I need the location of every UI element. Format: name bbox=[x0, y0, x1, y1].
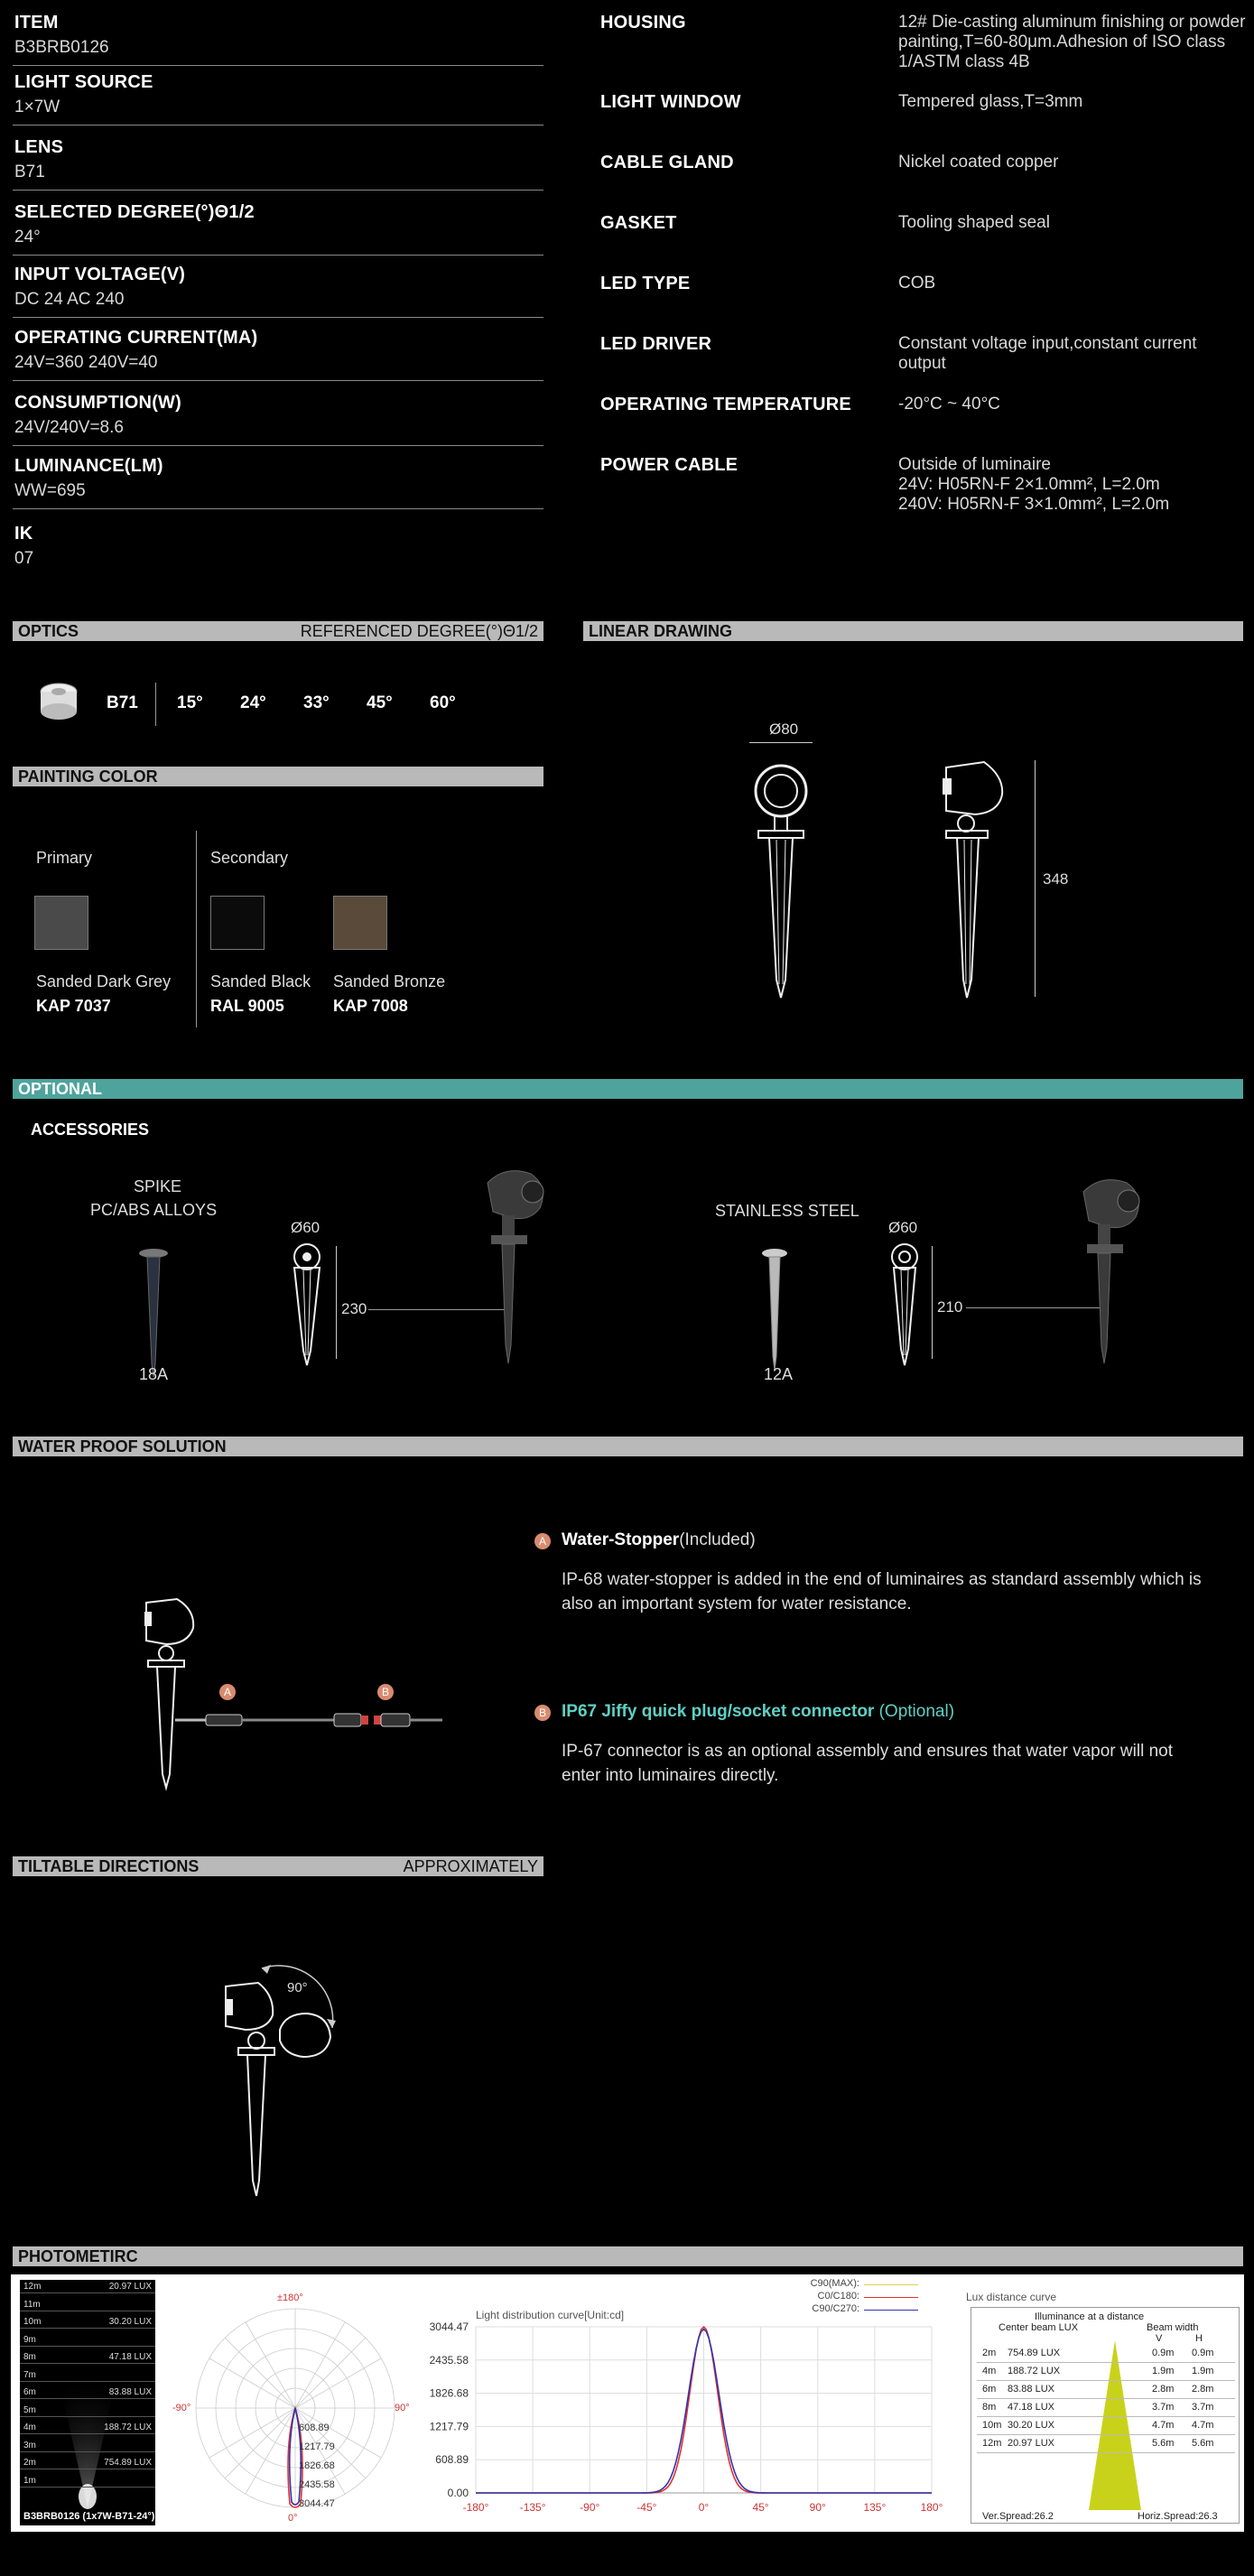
lens-thumbnail-icon bbox=[36, 679, 81, 724]
connector-suffix: (Optional) bbox=[874, 1702, 955, 1721]
spec-label: LENS bbox=[14, 137, 64, 157]
luminaire-side-drawing bbox=[939, 758, 1011, 1007]
beam-lux-label: 754.89 LUX bbox=[104, 2458, 152, 2468]
ldc-plot bbox=[422, 2274, 963, 2532]
spec-value: 07 bbox=[14, 549, 34, 568]
lux-value: 754.89 LUX bbox=[1008, 2348, 1061, 2358]
spec-divider bbox=[13, 445, 543, 446]
spec-value: Tooling shaped seal bbox=[898, 213, 1050, 232]
spec-label: GASKET bbox=[600, 213, 677, 233]
lux-beam-v: 3.7m bbox=[1152, 2402, 1175, 2413]
lux-title: Lux distance curve bbox=[966, 2291, 1057, 2303]
optional-header bbox=[13, 1079, 1243, 1099]
spec-value: 24V=360 240V=40 bbox=[14, 353, 158, 372]
lux-head3: Beam width bbox=[1147, 2322, 1199, 2333]
spec-value: WW=695 bbox=[14, 481, 86, 500]
optics-degree: 33° bbox=[303, 693, 330, 712]
spec-label: ITEM bbox=[14, 13, 59, 33]
beam-image bbox=[20, 2280, 155, 2525]
lux-value: 188.72 LUX bbox=[1008, 2366, 1061, 2376]
color-name-black: Sanded Black bbox=[210, 972, 311, 990]
beam-lux-label: 188.72 LUX bbox=[104, 2423, 152, 2432]
ldc-ytick: 3044.47 bbox=[429, 2320, 469, 2333]
painting-color-title: PAINTING COLOR bbox=[18, 767, 158, 786]
linear-drawing-header bbox=[583, 621, 1243, 641]
ver-spread: Ver.Spread:26.2 bbox=[982, 2511, 1054, 2522]
water-stopper-text: IP-68 water-stopper is added in the end of luminaires as standard assembly which is also an important system for water resistance. bbox=[562, 1570, 1202, 1613]
spike1-assembly-image bbox=[469, 1165, 551, 1372]
spec-value: -20°C ~ 40°C bbox=[898, 395, 1000, 414]
beam-gridline bbox=[20, 2328, 155, 2329]
lux-beam-h: 5.6m bbox=[1192, 2438, 1214, 2449]
optics-degree: 24° bbox=[240, 693, 266, 712]
ldc-ytick: 0.00 bbox=[447, 2487, 469, 2499]
spec-value: B3BRB0126 bbox=[14, 38, 109, 57]
beam-distance-label: 11m bbox=[23, 2299, 41, 2310]
color-code-bronze: KAP 7008 bbox=[333, 997, 408, 1015]
spike2-title: STAINLESS STEEL bbox=[715, 1202, 859, 1220]
polar-left-label: -90° bbox=[172, 2403, 191, 2413]
ldc-xtick: 90° bbox=[809, 2501, 826, 2514]
polar-bottom-label: 0° bbox=[288, 2513, 298, 2524]
spec-label: IK bbox=[14, 524, 33, 544]
ldc-ytick: 608.89 bbox=[435, 2453, 469, 2467]
optics-degree: 15° bbox=[177, 693, 203, 712]
linear-height-label: 348 bbox=[1043, 870, 1069, 888]
polar-value: 3044.47 bbox=[299, 2498, 335, 2509]
beam-distance-label: 4m bbox=[23, 2423, 36, 2432]
spike1-drawing bbox=[287, 1242, 327, 1373]
spec-divider bbox=[13, 317, 543, 318]
optics-divider bbox=[155, 683, 156, 726]
painting-color-header bbox=[13, 767, 543, 786]
ldc-title: Light distribution curve[Unit:cd] bbox=[476, 2309, 625, 2321]
lux-distance: 6m bbox=[982, 2384, 997, 2395]
lux-head-h: H bbox=[1195, 2333, 1203, 2344]
spike2-assembly-image bbox=[1065, 1174, 1147, 1372]
optics-degree: 60° bbox=[430, 693, 456, 712]
beam-distance-label: 1m bbox=[23, 2475, 36, 2486]
beam-distance-label: 2m bbox=[23, 2458, 36, 2468]
lux-beam-h: 1.9m bbox=[1192, 2366, 1214, 2376]
lux-distance: 2m bbox=[982, 2348, 997, 2358]
connector-heading bbox=[562, 1702, 954, 1722]
spec-label: LIGHT SOURCE bbox=[14, 72, 153, 92]
beam-distance-label: 8m bbox=[23, 2352, 36, 2362]
beam-gridline bbox=[20, 2451, 155, 2452]
spec-divider bbox=[13, 380, 543, 381]
beam-distance-label: 3m bbox=[23, 2440, 36, 2450]
lux-value: 47.18 LUX bbox=[1008, 2402, 1054, 2413]
lux-distance: 12m bbox=[982, 2438, 1002, 2449]
ldc-xtick: 45° bbox=[752, 2501, 769, 2514]
lux-row-divider bbox=[977, 2380, 1235, 2381]
badge-a: A bbox=[534, 1533, 551, 1549]
beam-distance-label: 7m bbox=[23, 2369, 36, 2380]
water-stopper-suffix: (Included) bbox=[679, 1530, 756, 1549]
lux-value: 20.97 LUX bbox=[1008, 2438, 1054, 2449]
spike2-length-line bbox=[932, 1246, 933, 1359]
lux-value: 30.20 LUX bbox=[1008, 2420, 1054, 2431]
color-name-bronze: Sanded Bronze bbox=[333, 972, 446, 990]
ldc-legend-label: C0/C180: bbox=[817, 2291, 859, 2302]
spec-value: 24V/240V=8.6 bbox=[14, 418, 124, 437]
polar-right-label: 90° bbox=[395, 2403, 410, 2413]
photometric-title: PHOTOMETIRC bbox=[18, 2247, 138, 2265]
beam-gridline bbox=[20, 2416, 155, 2417]
lux-beam-v: 1.9m bbox=[1152, 2366, 1175, 2376]
spec-label: INPUT VOLTAGE(V) bbox=[14, 265, 186, 284]
lux-beam-h: 2.8m bbox=[1192, 2384, 1214, 2395]
beam-gridline bbox=[20, 2381, 155, 2382]
ldc-ytick: 1217.79 bbox=[429, 2420, 469, 2433]
ldc-xtick: -90° bbox=[580, 2501, 600, 2514]
beam-gridline bbox=[20, 2487, 155, 2488]
lux-beam-h: 4.7m bbox=[1192, 2420, 1214, 2431]
spec-divider bbox=[13, 255, 543, 256]
beam-gridline bbox=[20, 2346, 155, 2347]
lux-distance: 4m bbox=[982, 2366, 997, 2376]
spike2-code: 12A bbox=[764, 1365, 794, 1383]
lux-beam-h: 0.9m bbox=[1192, 2348, 1214, 2358]
lux-head2: Center beam LUX bbox=[999, 2322, 1079, 2333]
ldc-xtick: -135° bbox=[519, 2501, 546, 2514]
spike2-length: 210 bbox=[937, 1298, 963, 1316]
spike1-title-line2: PC/ABS ALLOYS bbox=[90, 1201, 218, 1219]
optics-title: OPTICS bbox=[18, 622, 79, 640]
color-name-dark-grey: Sanded Dark Grey bbox=[36, 972, 172, 990]
tiltable-drawing bbox=[217, 1950, 343, 2208]
spec-value: Constant voltage input,constant current output bbox=[898, 334, 1197, 373]
lux-beam-v: 4.7m bbox=[1152, 2420, 1175, 2431]
color-code-black: RAL 9005 bbox=[210, 997, 284, 1015]
lux-distance: 8m bbox=[982, 2402, 997, 2413]
lux-beam-v: 0.9m bbox=[1152, 2348, 1175, 2358]
optics-degree: 45° bbox=[367, 693, 393, 712]
beam-lux-label: 30.20 LUX bbox=[108, 2317, 152, 2327]
optics-header bbox=[13, 621, 543, 641]
color-code-dark-grey: KAP 7037 bbox=[36, 997, 111, 1015]
ldc-xtick: 0° bbox=[698, 2501, 710, 2514]
spec-divider bbox=[13, 125, 543, 126]
painting-divider bbox=[196, 831, 197, 1028]
lux-row-divider bbox=[977, 2434, 1235, 2435]
linear-diameter-line bbox=[749, 742, 813, 743]
ldc-xtick: -45° bbox=[636, 2501, 657, 2514]
swatch-black bbox=[210, 896, 265, 950]
spec-label: OPERATING CURRENT(MA) bbox=[14, 328, 258, 348]
beam-lux-label: 47.18 LUX bbox=[108, 2352, 152, 2362]
lux-row-divider bbox=[977, 2362, 1235, 2363]
waterproof-header bbox=[13, 1437, 1243, 1456]
spike2-diameter: Ø60 bbox=[888, 1219, 918, 1236]
tiltable-header bbox=[13, 1856, 543, 1876]
optional-title: OPTIONAL bbox=[18, 1080, 102, 1098]
swatch-dark-grey bbox=[34, 896, 88, 950]
lux-row-divider bbox=[977, 2452, 1235, 2453]
polar-value: 608.89 bbox=[299, 2423, 330, 2433]
ldc-legend-label: C90(MAX): bbox=[810, 2278, 859, 2289]
spec-label: LED TYPE bbox=[600, 274, 691, 293]
beam-distance-label: 6m bbox=[23, 2387, 36, 2397]
polar-value: 2435.58 bbox=[299, 2479, 335, 2490]
beam-distance-label: 5m bbox=[23, 2404, 36, 2415]
beam-lux-label: 20.97 LUX bbox=[108, 2282, 152, 2292]
waterproof-marker-b: B bbox=[377, 1684, 394, 1700]
water-stopper-title: Water-Stopper bbox=[562, 1530, 680, 1549]
spec-label: CONSUMPTION(W) bbox=[14, 393, 181, 413]
beam-distance-label: 10m bbox=[23, 2317, 42, 2327]
swatch-bronze bbox=[333, 896, 387, 950]
optics-subtitle: REFERENCED DEGREE(°)Θ1/2 bbox=[300, 622, 538, 640]
ldc-xtick: 180° bbox=[920, 2501, 943, 2514]
spec-label: SELECTED DEGREE(°)Θ1/2 bbox=[14, 202, 255, 222]
photometric-header bbox=[13, 2246, 1243, 2266]
spec-value: DC 24 AC 240 bbox=[14, 290, 125, 309]
waterproof-marker-a: A bbox=[219, 1684, 236, 1700]
badge-b: B bbox=[534, 1705, 551, 1721]
beam-gridline bbox=[20, 2363, 155, 2364]
spike1-title-line1: SPIKE bbox=[134, 1177, 182, 1195]
waterproof-drawing bbox=[135, 1594, 460, 1797]
lux-distance: 10m bbox=[982, 2420, 1002, 2431]
lux-row-divider bbox=[977, 2416, 1235, 2417]
beam-distance-label: 9m bbox=[23, 2334, 36, 2345]
ldc-ytick: 1826.68 bbox=[429, 2386, 469, 2400]
connector-text: IP-67 connector is as an optional assembly and ensures that water vapor will not enter into luminaires directly. bbox=[562, 1742, 1173, 1785]
lux-value: 83.88 LUX bbox=[1008, 2384, 1054, 2395]
waterproof-title: WATER PROOF SOLUTION bbox=[18, 1437, 227, 1455]
spec-divider bbox=[13, 190, 543, 191]
tiltable-title: TILTABLE DIRECTIONS bbox=[18, 1857, 200, 1875]
polar-value: 1217.79 bbox=[299, 2441, 335, 2452]
spec-value: Outside of luminaire 24V: H05RN-F 2×1.0mm², L=2.0m 240V: H05RN-F 3×1.0mm², L=2.0m bbox=[898, 455, 1170, 514]
beam-lux-label: 83.88 LUX bbox=[108, 2387, 152, 2397]
spec-value: Tempered glass,T=3mm bbox=[898, 92, 1083, 111]
spec-divider bbox=[13, 65, 543, 66]
polar-value: 1826.68 bbox=[299, 2460, 335, 2471]
spike1-diameter: Ø60 bbox=[291, 1219, 320, 1236]
tilt-angle-label: 90° bbox=[287, 1980, 308, 1995]
polar-diagram bbox=[172, 2291, 413, 2525]
hor-spread: Horiz.Spread:26.3 bbox=[1138, 2511, 1218, 2522]
water-stopper-heading bbox=[562, 1530, 756, 1550]
spec-value: Nickel coated copper bbox=[898, 153, 1059, 172]
lux-head-v: V bbox=[1156, 2333, 1163, 2344]
spike1-length-line bbox=[336, 1246, 337, 1359]
linear-diameter-label: Ø80 bbox=[769, 721, 799, 738]
spike2-image bbox=[757, 1246, 793, 1377]
lux-beam-v: 5.6m bbox=[1152, 2438, 1175, 2449]
lux-row-divider bbox=[977, 2398, 1235, 2399]
primary-label: Primary bbox=[36, 849, 92, 867]
tiltable-subtitle: APPROXIMATELY bbox=[403, 1857, 538, 1875]
spec-label: POWER CABLE bbox=[600, 455, 738, 475]
spike1-code: 18A bbox=[139, 1365, 169, 1383]
ldc-legend-label: C90/C270: bbox=[812, 2303, 859, 2314]
spec-value: 12# Die-casting aluminum finishing or powder painting,T=60-80μm.Adhesion of ISO class 1/ASTM class 4B bbox=[898, 13, 1246, 71]
spec-label: LUMINANCE(LM) bbox=[14, 456, 163, 476]
spec-label: OPERATING TEMPERATURE bbox=[600, 395, 851, 414]
spec-label: HOUSING bbox=[600, 13, 686, 33]
beam-gridline bbox=[20, 2433, 155, 2434]
spec-value: 1×7W bbox=[14, 98, 60, 116]
optics-lens-label: B71 bbox=[107, 693, 138, 712]
beam-caption: B3BRB0126 (1x7W-B71-24°) bbox=[23, 2511, 155, 2522]
spec-value: 24° bbox=[14, 228, 41, 246]
lux-beam-h: 3.7m bbox=[1192, 2402, 1214, 2413]
beam-gridline bbox=[20, 2292, 155, 2293]
spec-value: COB bbox=[898, 274, 936, 293]
luminaire-front-drawing bbox=[749, 749, 822, 1007]
connector-title: IP67 Jiffy quick plug/socket connector bbox=[562, 1702, 875, 1721]
spec-label: CABLE GLAND bbox=[600, 153, 734, 172]
lux-distance-table bbox=[971, 2307, 1240, 2524]
spec-label: LED DRIVER bbox=[600, 334, 712, 354]
beam-gridline bbox=[20, 2398, 155, 2399]
ldc-xtick: -180° bbox=[462, 2501, 489, 2514]
ldc-ytick: 2435.58 bbox=[429, 2353, 469, 2367]
linear-drawing-title: LINEAR DRAWING bbox=[589, 622, 732, 640]
lux-head1: Illuminance at a distance bbox=[1035, 2311, 1145, 2322]
secondary-label: Secondary bbox=[210, 849, 289, 867]
ldc-xtick: 135° bbox=[863, 2501, 887, 2514]
spec-label: LIGHT WINDOW bbox=[600, 92, 741, 112]
linear-height-line bbox=[1035, 760, 1036, 997]
photometric-panel bbox=[11, 2274, 1244, 2532]
beam-distance-label: 12m bbox=[23, 2282, 42, 2292]
light-distribution-chart bbox=[422, 2274, 963, 2532]
spike1-length: 230 bbox=[341, 1300, 367, 1317]
spike2-drawing bbox=[885, 1242, 924, 1373]
spec-divider bbox=[13, 508, 543, 509]
accessories-label: ACCESSORIES bbox=[31, 1121, 150, 1139]
lux-beam-v: 2.8m bbox=[1152, 2384, 1175, 2395]
spec-value: B71 bbox=[14, 163, 45, 181]
polar-top-label: ±180° bbox=[277, 2292, 303, 2303]
